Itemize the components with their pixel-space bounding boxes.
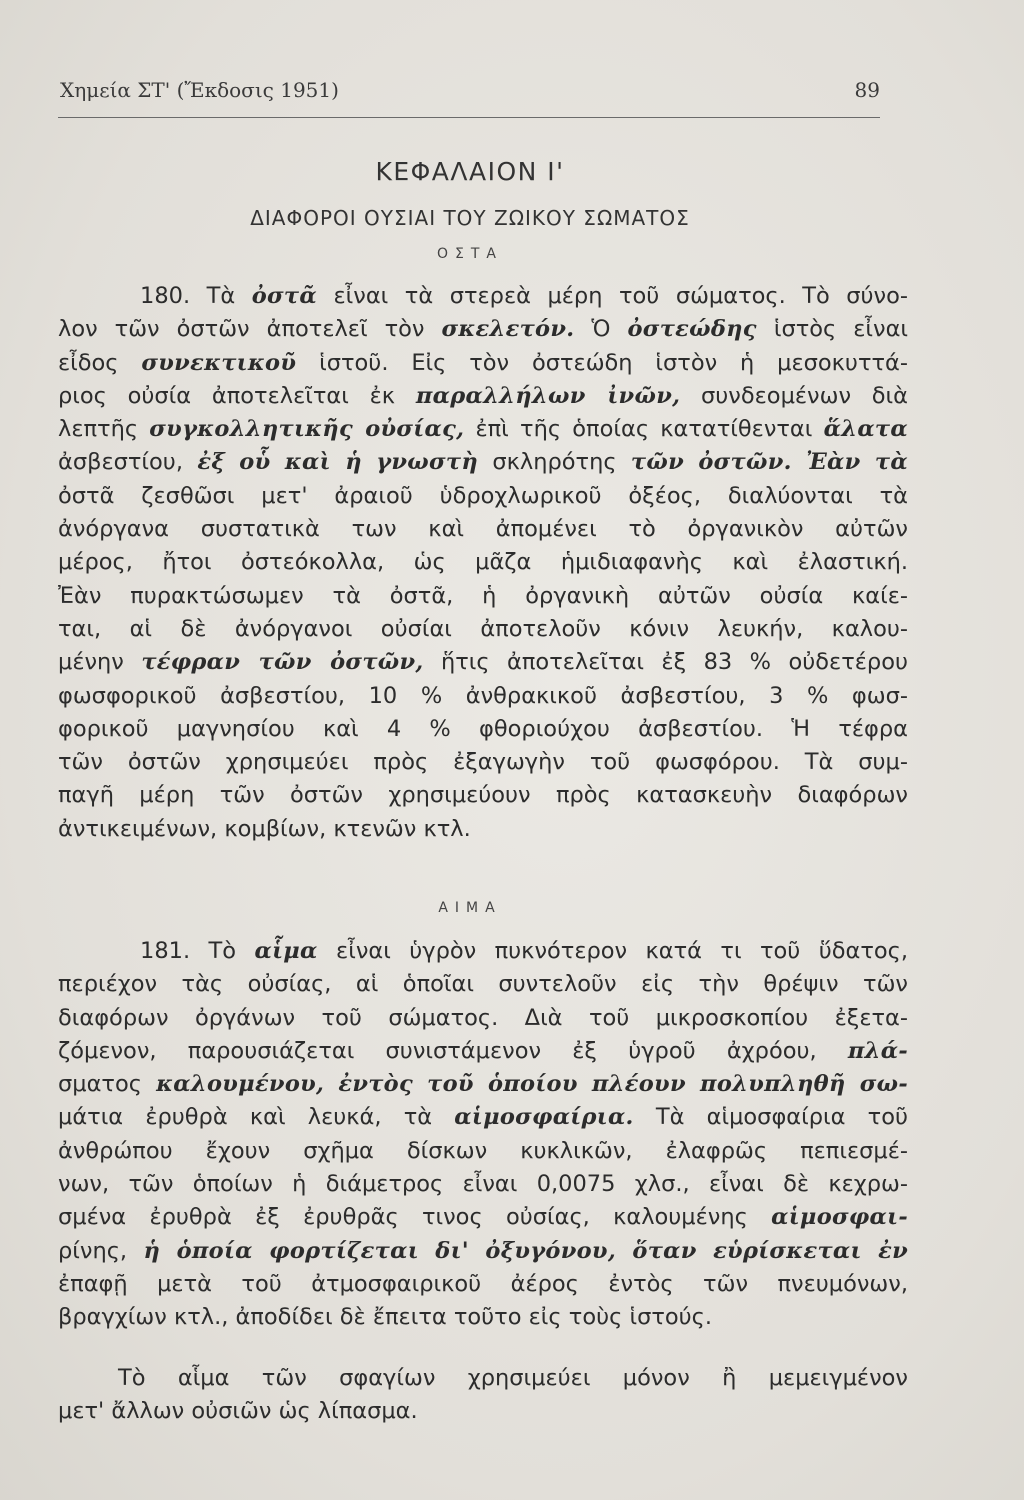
text-run: σματος	[58, 1071, 142, 1098]
text-line	[58, 280, 908, 313]
text-line	[58, 313, 908, 346]
text-line	[58, 1301, 908, 1334]
text-run: ἥτις ἀποτελεῖται ἐξ 83 % οὐδετέρου	[423, 649, 908, 676]
text-run: σκληρότης	[492, 449, 617, 476]
text-run: μένην	[58, 649, 142, 676]
text-line	[58, 1035, 908, 1068]
text-run: μέρος, ἤτοι ὀστεόκολλα, ὡς μᾶζα ἡμιδιαφανὴς καὶ ἐλαστική.	[58, 549, 908, 576]
text-run: ἀνθρώπου ἔχουν σχῆμα δίσκων κυκλικῶν, ἐλαφρῶς πεπιεσμέ-	[58, 1137, 908, 1164]
text-line	[58, 1201, 908, 1234]
text-line	[58, 380, 908, 413]
text-run: ἱστοῦ. Εἰς τὸν ὀστεώδη ἱστὸν ἡ μεσοκυττά-	[296, 349, 908, 376]
text-line	[58, 646, 908, 679]
text-line	[58, 446, 908, 479]
text-line	[58, 546, 908, 579]
text-line	[58, 746, 908, 779]
text-line	[58, 1395, 908, 1428]
text-line	[58, 580, 908, 613]
key-term: σκελετόν.	[441, 316, 575, 343]
text-run: ὀστᾶ ζεσθῶσι μετ' ἀραιοῦ ὑδροχλωρικοῦ ὀξέος, διαλύονται τὰ	[58, 482, 908, 509]
text-line	[58, 779, 908, 812]
text-line	[58, 1168, 908, 1201]
text-line	[58, 1068, 908, 1101]
text-run: Τὰ	[206, 283, 252, 309]
chapter-subtitle: ΔΙΑΦΟΡΟΙ ΟΥΣΙΑΙ ΤΟΥ ΖΩΙΚΟΥ ΣΩΜΑΤΟΣ	[250, 206, 690, 230]
page-number: 89	[854, 78, 880, 102]
page-header	[60, 78, 880, 102]
key-term: ὀστεώδης	[627, 316, 757, 343]
text-line	[58, 513, 908, 546]
header-rule	[58, 117, 880, 118]
text-line	[58, 1135, 908, 1168]
text-run: φορικοῦ μαγνησίου καὶ 4 % φθοριούχου ἀσβεστίου. Ἡ τέφρα	[58, 715, 908, 742]
text-run: συνδεομένων διὰ	[680, 382, 909, 409]
text-line	[58, 413, 908, 446]
text-run: βραγχίων κτλ., ἀποδίδει δὲ ἔπειτα τοῦτο εἰς τοὺς ἱστούς.	[58, 1304, 713, 1331]
text-run: παγῆ μέρη τῶν ὀστῶν χρησιμεύουν πρὸς κατασκευὴν διαφόρων	[58, 782, 908, 809]
text-line	[58, 1101, 908, 1134]
paragraph-closing	[58, 1362, 908, 1429]
key-term: καλουμένου, ἐντὸς τοῦ ὁποίου πλέουν πολυπληθῆ σω-	[141, 1071, 908, 1098]
text-run: μάτια ἐρυθρὰ καὶ λευκά, τὰ	[58, 1104, 455, 1131]
running-title: Χημεία ΣΤ' (Ἔκδοσις 1951)	[60, 78, 339, 102]
text-run: τῶν ὀστῶν χρησιμεύει πρὸς ἐξαγωγὴν τοῦ φωσφόρου. Τὰ συμ-	[58, 749, 908, 776]
text-line	[58, 680, 908, 713]
key-term: πλά-	[847, 1037, 908, 1064]
text-run: Τὸ	[208, 938, 255, 964]
text-run: ἀντικειμένων, κομβίων, κτενῶν κτλ.	[58, 815, 471, 842]
text-line	[58, 1268, 908, 1301]
text-run: ριος οὐσία ἀποτελεῖται ἐκ	[58, 382, 416, 409]
text-run: ται, αἱ δὲ ἀνόργανοι οὐσίαι ἀποτελοῦν κόνιν λευκήν, καλου-	[58, 615, 908, 642]
text-run: λεπτῆς	[58, 416, 150, 443]
key-term: ὀστᾶ	[251, 283, 317, 309]
key-term: συνεκτικοῦ	[141, 349, 297, 376]
key-term: ἅλατα	[823, 416, 908, 443]
text-run: ζόμενον, παρουσιάζεται συνιστάμενον ἐξ ὑγροῦ ἀχρόου,	[58, 1037, 848, 1064]
text-run: λον τῶν ὀστῶν ἀποτελεῖ τὸν	[58, 316, 442, 343]
paragraph-180	[58, 280, 908, 846]
text-run: εἶναι ὑγρὸν πυκνότερον κατά τι τοῦ ὕδατος,	[317, 938, 908, 964]
text-run: Τὸ αἷμα τῶν σφαγίων χρησιμεύει μόνον ἢ μεμειγμένον	[118, 1365, 908, 1391]
text-line	[58, 1002, 908, 1035]
chapter-title: ΚΕΦΑΛΑΙΟΝ Ι'	[375, 157, 565, 186]
text-run: νων, τῶν ὁποίων ἡ διάμετρος εἶναι 0,0075 χλσ., εἶναι δὲ κεχρω-	[58, 1171, 908, 1198]
key-term: συγκολλητικῆς οὐσίας,	[149, 416, 465, 443]
text-line	[58, 935, 908, 968]
text-line	[58, 347, 908, 380]
key-term: αἱμοσφαι-	[771, 1204, 908, 1231]
text-line	[58, 1362, 908, 1395]
text-run: σμένα ἐρυθρὰ ἐξ ἐρυθρᾶς τινος οὐσίας, καλουμένης	[58, 1204, 772, 1231]
section-heading-blood: ΑΙΜΑ	[438, 900, 502, 916]
text-run: Ὁ	[574, 316, 628, 343]
paragraph-number: 180.	[140, 283, 207, 309]
key-term: ἡ ὁποία φορτίζεται δι' ὀξυγόνου, ὅταν εὑρίσκεται ἐν	[127, 1237, 908, 1264]
text-run: ρίνης,	[58, 1237, 128, 1264]
text-run: ἱστὸς εἶναι	[756, 316, 909, 343]
text-line	[58, 813, 908, 846]
text-run: Ἐὰν πυρακτώσωμεν τὰ ὀστᾶ, ἡ ὀργανικὴ αὐτῶν οὐσία καίε-	[58, 582, 908, 609]
key-term: αἷμα	[254, 938, 318, 964]
section-heading-bones: ΟΣΤΑ	[437, 246, 503, 262]
text-line	[58, 968, 908, 1001]
text-run: ἀσβεστίου,	[58, 449, 183, 476]
key-term: ἐξ οὗ καὶ ἡ γνωστὴ	[182, 449, 493, 476]
text-line	[58, 713, 908, 746]
text-run: μετ' ἄλλων οὐσιῶν ὡς λίπασμα.	[58, 1398, 418, 1425]
text-line	[58, 613, 908, 646]
text-run: εἶναι τὰ στερεὰ μέρη τοῦ σώματος. Τὸ σύνο-	[316, 283, 909, 309]
text-run: εἶδος	[58, 349, 142, 376]
text-run: ἐπαφῇ μετὰ τοῦ ἀτμοσφαιρικοῦ ἀέρος ἐντὸς τῶν πνευμόνων,	[58, 1270, 908, 1297]
paragraph-number: 181.	[140, 938, 209, 964]
key-term: αἱμοσφαίρια.	[454, 1104, 634, 1131]
text-line	[58, 480, 908, 513]
text-run: ἀνόργανα συστατικὰ των καὶ ἀπομένει τὸ ὀργανικὸν αὐτῶν	[58, 516, 908, 543]
text-line	[58, 1235, 908, 1268]
key-term: τέφραν τῶν ὀστῶν,	[141, 649, 424, 676]
text-run: διαφόρων ὀργάνων τοῦ σώματος. Διὰ τοῦ μικροσκοπίου ἐξετα-	[58, 1004, 908, 1031]
paragraph-181	[58, 935, 908, 1335]
key-term: τῶν ὀστῶν. Ἐὰν τὰ	[616, 449, 908, 476]
text-run: ἐπὶ τῆς ὁποίας κατατίθενται	[464, 416, 824, 443]
text-run: περιέχον τὰς οὐσίας, αἱ ὁποῖαι συντελοῦν εἰς τὴν θρέψιν τῶν	[58, 971, 908, 998]
text-run: φωσφορικοῦ ἀσβεστίου, 10 % ἀνθρακικοῦ ἀσβεστίου, 3 % φωσ-	[58, 682, 908, 709]
text-run: Τὰ αἱμοσφαίρια τοῦ	[633, 1104, 908, 1131]
key-term: παραλλήλων ἰνῶν,	[415, 382, 681, 409]
